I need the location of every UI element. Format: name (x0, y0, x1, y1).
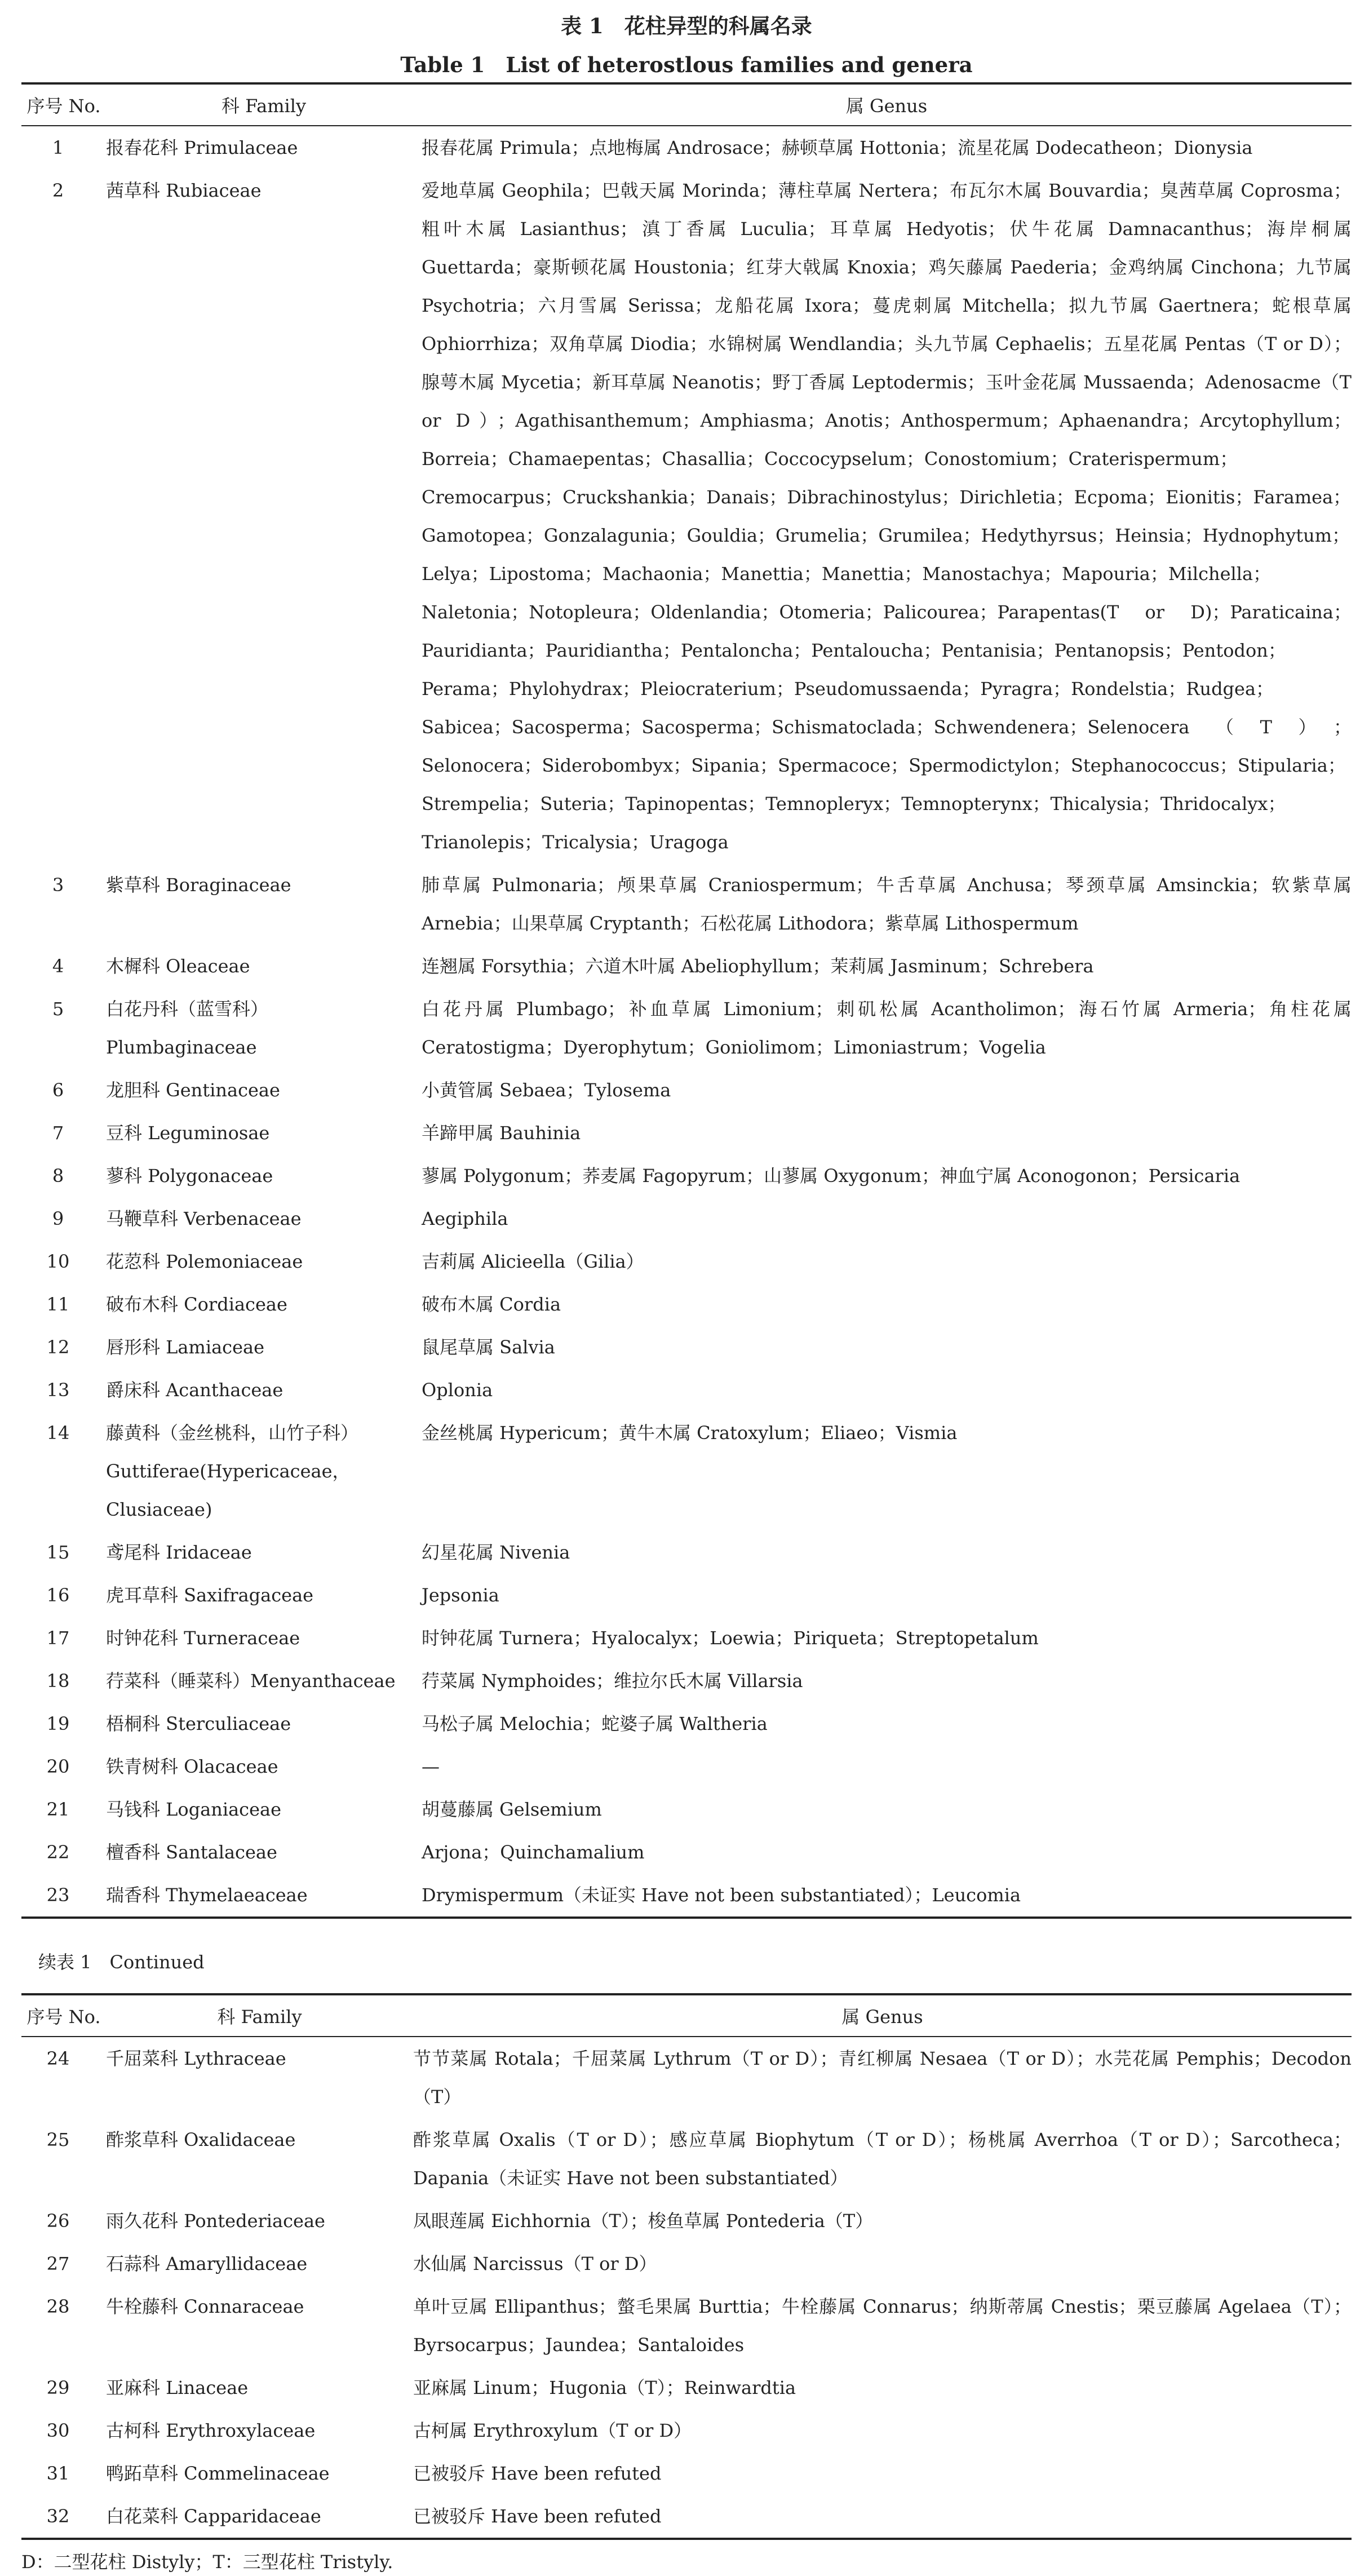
row-genus: 时钟花属 Turnera；Hyalocalyx；Loewia；Piriqueta；Streptopetalum (422, 1627, 1039, 1649)
row-genus: 连翘属 Forsythia；六道木叶属 Abeliophyllum；茉莉属 Jasminum；Schrebera (422, 955, 1094, 977)
row-family: 梧桐科 Sterculiaceae (106, 1713, 291, 1734)
row-number: 9 (52, 1208, 64, 1229)
table-body (21, 126, 1352, 1918)
table-row (21, 988, 1352, 1069)
table-row (21, 1197, 1352, 1240)
row-genus: 已被驳斥 Have been refuted (413, 2463, 662, 2484)
row-number: 19 (46, 1713, 70, 1734)
table-row (21, 2495, 1352, 2539)
row-number: 18 (46, 1670, 70, 1692)
row-genus: Aegiphila (422, 1208, 508, 1229)
table-row (21, 2118, 1352, 2199)
header-family: 科 Family (106, 1994, 413, 2037)
row-number: 29 (46, 2377, 70, 2398)
row-family: 报春花科 Primulaceae (106, 137, 298, 158)
row-family: 马鞭草科 Verbenaceae (106, 1208, 302, 1229)
row-number: 5 (52, 998, 64, 1020)
row-genus: Arjona；Quinchamalium (422, 1842, 645, 1863)
table-row (21, 2199, 1352, 2242)
row-genus: 金丝桃属 Hypericum；黄牛木属 Cratoxylum；Eliaeo；Vismia (422, 1422, 958, 1444)
header-genus: 属 Genus (413, 1994, 1352, 2037)
row-family: 花荵科 Polemoniaceae (106, 1251, 303, 1272)
row-family: 时钟花科 Turneraceae (106, 1627, 300, 1649)
header-family: 科 Family (106, 83, 422, 126)
row-genus: 凤眼莲属 Eichhornia（T）；梭鱼草属 Pontederia（T） (413, 2210, 874, 2232)
table-row (21, 1112, 1352, 1154)
row-genus: 白花丹属 Plumbago；补血草属 Limonium；刺矶松属 Acantholimon；海石竹属 Armeria；角柱花属 Ceratostigma；Dyerophytum；Goniolimom；Limoniastrum；Vogelia (422, 998, 1352, 1058)
row-genus: 单叶豆属 Ellipanthus；螫毛果属 Burttia；牛栓藤属 Connarus；纳斯蒂属 Cnestis；栗豆藤属 Agelaea（T）；Byrsocarpus；Jaundea；Santaloides (413, 2296, 1352, 2356)
table-row (21, 2242, 1352, 2285)
row-family: 龙胆科 Gentinaceae (106, 1079, 280, 1101)
continued-label: 续表 1 Continued (38, 1951, 205, 1973)
table-row (21, 1283, 1352, 1326)
row-family: 紫草科 Boraginaceae (106, 874, 291, 896)
table-row (21, 1326, 1352, 1369)
row-genus: Oplonia (422, 1379, 493, 1401)
table-row (21, 1369, 1352, 1411)
row-genus: 肺草属 Pulmonaria；颅果草属 Craniospermum；牛舌草属 Anchusa；琴颈草属 Amsinckia；软紫草属 Arnebia；山果草属 Cryptanth；石松花属 Lithodora；紫草属 Lithospermum (422, 874, 1352, 934)
table-header-row (21, 83, 1352, 126)
header-no: 序号 No. (21, 1994, 106, 2037)
row-number: 13 (46, 1379, 70, 1401)
row-family: 千屈菜科 Lythraceae (106, 2048, 286, 2069)
header-no: 序号 No. (21, 83, 106, 126)
table-row (21, 1617, 1352, 1659)
row-genus: 古柯属 Erythroxylum（T or D） (413, 2420, 692, 2441)
row-family: 茜草科 Rubiaceae (106, 180, 262, 201)
row-genus: 节节菜属 Rotala；千屈菜属 Lythrum（T or D）；青红柳属 Nesaea（T or D）；水芫花属 Pemphis；Decodon（T） (413, 2048, 1352, 2108)
row-family: 唇形科 Lamiaceae (106, 1336, 265, 1358)
row-number: 23 (21, 1874, 106, 1918)
row-genus: 蓼属 Polygonum；荞麦属 Fagopyrum；山蓼属 Oxygonum；神血宁属 Aconogonon；Persicaria (422, 1165, 1240, 1187)
row-number: 30 (46, 2420, 70, 2441)
table-row (21, 1240, 1352, 1283)
table-row (21, 2452, 1352, 2495)
row-number: 11 (46, 1294, 70, 1315)
table-row (21, 1745, 1352, 1788)
row-number: 12 (46, 1336, 70, 1358)
table-row (21, 1659, 1352, 1702)
row-family: 荇菜科（睡菜科）Menyanthaceae (106, 1670, 396, 1692)
row-genus: 马松子属 Melochia；蛇婆子属 Waltheria (422, 1713, 768, 1734)
row-genus: 吉莉属 Alicieella（Gilia） (422, 1251, 644, 1272)
row-number: 16 (46, 1584, 70, 1606)
row-number: 32 (21, 2495, 106, 2539)
row-number: 17 (46, 1627, 70, 1649)
row-family: 马钱科 Loganiaceae (106, 1799, 282, 1820)
row-genus: 爱地草属 Geophila；巴戟天属 Morinda；薄柱草属 Nertera；布瓦尔木属 Bouvardia；臭茜草属 Coprosma；粗叶木属 Lasianthus；滇丁香属 Luculia；耳草属 Hedyotis；伏牛花属 Damnacanthus；海岸桐属 Guettarda；豪斯顿花属 Houstonia；红芽大戟属 Knoxia；鸡矢藤属 Paederia；金鸡纳属 Cinchona；九节属 Psychotria；六月雪属 Serissa；龙船花属 Ixora；蔓虎刺属 Mitchella；拟九节属 Gaertnera；蛇根草属 Ophiorrhiza；双角草属 Diodia；水锦树属 Wendlandia；头九节属 Cephaelis；五星花属 Pentas（T or D）；腺萼木属 Mycetia；新耳草属 Neanotis；野丁香属 Leptodermis；玉叶金花属 Mussaenda；Adenosacme（T or D）；Agathisanthemum；Amphiasma；Anotis；Anthospermum；Aphaenandra；Arcytophyllum；Borreia；Chamaepentas；Chasallia；Coccocypselum；Conostomium；Craterispermum；Cremocarpus；Cruckshankia；Danais；Dibrachinostylus；Dirichletia；Ecpoma；Eionitis；Faramea；Gamotopea；Gonzalagunia；Gouldia；Grumelia；Grumilea；Hedythyrsus；Heinsia；Hydnophytum；Lelya；Lipostoma；Machaonia；Manettia；Manettia；Manostachya；Mapouria；Milchella；Naletonia；Notopleura；Oldenlandia；Otomeria；Palicourea；Parapentas(T or D)；Paraticaina；Pauridianta；Pauridiantha；Pentaloncha；Pentaloucha；Pentanisia；Pentanopsis；Pentodon；Perama；Phylohydrax；Pleiocraterium；Pseudomussaenda；Pyragra；Rondelstia；Rudgea；Sabicea；Sacosperma；Sacosperma；Schismatoclada；Schwendenera；Selenocera（T）；Selonocera；Siderobombyx；Sipania；Spermacoce；Spermodictylon；Stephanococcus；Stipularia；Strempelia；Suteria；Tapinopentas；Temnopleryx；Temnopterynx；Thicalysia；Thridocalyx；Trianolepis；Tricalysia；Uragoga (422, 180, 1352, 853)
table-row (21, 1874, 1352, 1918)
table-row (21, 1069, 1352, 1112)
row-genus: Jepsonia (422, 1584, 499, 1606)
row-genus: 报春花属 Primula；点地梅属 Androsace；赫顿草属 Hottonia；流星花属 Dodecatheon；Dionysia (422, 137, 1253, 158)
row-number: 20 (46, 1756, 70, 1777)
table-footnote: D：二型花柱 Distyly；T：三型花柱 Tristyly. (21, 2551, 393, 2573)
table-row (21, 2037, 1352, 2118)
row-family: 牛栓藤科 Connaraceae (106, 2296, 304, 2317)
paper-page (21, 10, 1352, 2576)
table-row (21, 1154, 1352, 1197)
table-row (21, 1831, 1352, 1874)
row-genus: 荇菜属 Nymphoides；维拉尔氏木属 Villarsia (422, 1670, 803, 1692)
row-number: 26 (46, 2210, 70, 2232)
table-row (21, 1411, 1352, 1531)
table-row (21, 2366, 1352, 2409)
table-row (21, 126, 1352, 169)
row-number: 21 (46, 1799, 70, 1820)
table-row (21, 2285, 1352, 2366)
row-genus: Drymispermum（未证实 Have not been substantiated）；Leucomia (422, 1874, 1352, 1918)
row-family: 古柯科 Erythroxylaceae (106, 2420, 316, 2441)
row-family: 石蒜科 Amaryllidaceae (106, 2253, 308, 2274)
row-genus: 胡蔓藤属 Gelsemium (422, 1799, 602, 1820)
row-family: 爵床科 Acanthaceae (106, 1379, 283, 1401)
row-family: 虎耳草科 Saxifragaceae (106, 1584, 314, 1606)
table-row (21, 1788, 1352, 1831)
row-number: 10 (46, 1251, 70, 1272)
row-genus: 已被驳斥 Have been refuted (413, 2495, 1352, 2539)
row-family: 瑞香科 Thymelaeaceae (106, 1874, 422, 1918)
row-family: 酢浆草科 Oxalidaceae (106, 2129, 296, 2150)
row-number: 2 (52, 180, 64, 201)
row-number: 3 (52, 874, 64, 896)
row-number: 4 (52, 955, 64, 977)
row-family: 亚麻科 Linaceae (106, 2377, 249, 2398)
row-genus: 幻星花属 Nivenia (422, 1542, 570, 1563)
row-genus: 酢浆草属 Oxalis（T or D）；感应草属 Biophytum（T or D）；杨桃属 Averrhoa（T or D）；Sarcotheca；Dapania（未证实 Have not been substantiated） (413, 2129, 1352, 2189)
row-number: 14 (46, 1422, 70, 1444)
row-number: 8 (52, 1165, 64, 1187)
row-family: 檀香科 Santalaceae (106, 1842, 277, 1863)
row-family: 豆科 Leguminosae (106, 1122, 270, 1144)
table-row (21, 864, 1352, 945)
row-genus: 水仙属 Narcissus（T or D） (413, 2253, 657, 2274)
row-number: 7 (52, 1122, 64, 1144)
row-number: 24 (46, 2048, 70, 2069)
row-genus: 羊蹄甲属 Bauhinia (422, 1122, 581, 1144)
row-family: 雨久花科 Pontederiaceae (106, 2210, 325, 2232)
table-caption-chinese: 表 1 花柱异型的科属名录 (561, 14, 812, 38)
row-family: 破布木科 Cordiaceae (106, 1294, 287, 1315)
table-row (21, 1702, 1352, 1745)
genera-table-continued (21, 1993, 1352, 2540)
table-header-row (21, 1994, 1352, 2037)
row-genus: 破布木属 Cordia (422, 1294, 561, 1315)
header-genus: 属 Genus (422, 83, 1352, 126)
row-number: 25 (46, 2129, 70, 2150)
row-number: 1 (52, 137, 64, 158)
row-family: 鸭跖草科 Commelinaceae (106, 2463, 330, 2484)
table-row (21, 169, 1352, 864)
row-family: 藤黄科（金丝桃科，山竹子科）Guttiferae(Hypericaceae，Clusiaceae) (106, 1422, 359, 1520)
row-family: 鸢尾科 Iridaceae (106, 1542, 252, 1563)
genera-table (21, 82, 1352, 1919)
row-number: 28 (46, 2296, 70, 2317)
row-family: 铁青树科 Olacaceae (106, 1756, 278, 1777)
row-number: 22 (46, 1842, 70, 1863)
table-caption-english: Table 1 List of heterostlous families and genera (400, 52, 973, 77)
row-family: 白花丹科（蓝雪科）Plumbaginaceae (106, 998, 269, 1058)
row-genus: 鼠尾草属 Salvia (422, 1336, 555, 1358)
row-genus: 小黄管属 Sebaea；Tylosema (422, 1079, 671, 1101)
row-number: 27 (46, 2253, 70, 2274)
table-body-continued (21, 2037, 1352, 2539)
table-row (21, 945, 1352, 988)
row-family: 木樨科 Oleaceae (106, 955, 250, 977)
table-row (21, 1574, 1352, 1617)
table-row (21, 1531, 1352, 1574)
row-genus: 亚麻属 Linum；Hugonia（T）；Reinwardtia (413, 2377, 796, 2398)
table-row (21, 2409, 1352, 2452)
row-number: 6 (52, 1079, 64, 1101)
row-family: 蓼科 Polygonaceae (106, 1165, 273, 1187)
row-number: 15 (46, 1542, 70, 1563)
row-genus: — (422, 1756, 440, 1777)
row-number: 31 (46, 2463, 70, 2484)
row-family: 白花菜科 Capparidaceae (106, 2495, 413, 2539)
